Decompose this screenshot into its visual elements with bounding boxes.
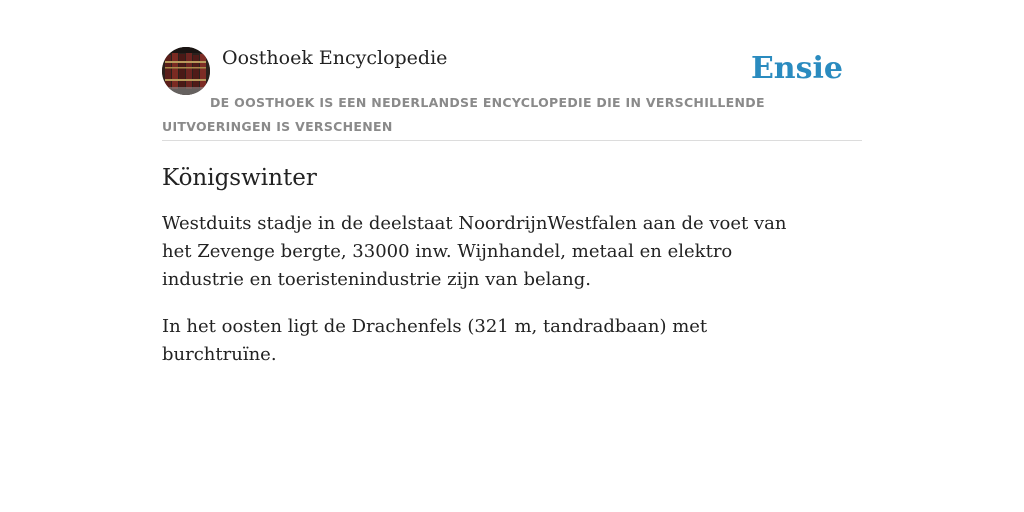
article-title: Königswinter xyxy=(162,165,317,191)
article-paragraph: Westduits stadje in de deelstaat NoordrijnWestfalen aan de voet van het Zevenge bergte, 33000 inw. Wijnhandel, metaal en elektro industrie en toeristenindustrie zijn van belang. xyxy=(162,213,787,290)
article-paragraph: In het oosten ligt de Drachenfels (321 m, tandradbaan) met burchtruïne. xyxy=(162,316,708,365)
encyclopedia-books-icon[interactable] xyxy=(162,47,210,95)
brand-logo[interactable]: Ensie xyxy=(750,51,843,86)
site-description: DE OOSTHOEK IS EEN NEDERLANDSE ENCYCLOPEDIE DIE IN VERSCHILLENDE UITVOERINGEN IS VERSCHENEN xyxy=(162,95,765,134)
site-title[interactable]: Oosthoek Encyclopedie xyxy=(222,47,448,69)
site-header xyxy=(162,44,862,141)
article xyxy=(162,160,802,388)
